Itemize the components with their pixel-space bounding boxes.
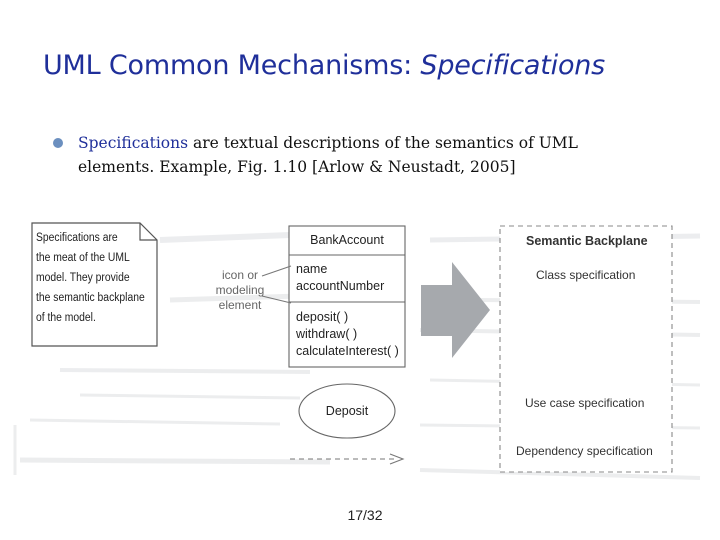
title-italic: Specifications	[420, 50, 606, 81]
icon-label-line: element	[218, 298, 262, 312]
note-line: model. They provide	[36, 272, 130, 284]
note-line: Specifications are	[36, 232, 118, 244]
page-number: 17/32	[347, 507, 383, 523]
semantic-backplane-box	[500, 226, 672, 472]
bullet-highlight: Specifications	[78, 134, 189, 152]
icon-label-line: modeling	[215, 283, 265, 297]
class-operation: deposit( )	[296, 310, 349, 324]
note-line: the semantic backplane	[36, 292, 145, 304]
title-main: UML Common Mechanisms:	[43, 50, 421, 81]
class-attribute: accountNumber	[296, 279, 385, 293]
class-attribute: name	[296, 262, 328, 276]
icon-label	[208, 268, 272, 313]
bullet-rest-line1: are textual descriptions of the semantics of UML	[188, 134, 578, 152]
use-case-label: Deposit	[325, 404, 369, 418]
backplane-item: Use case specification	[525, 396, 645, 410]
note-line: of the model.	[36, 312, 96, 324]
class-operation: withdraw( )	[296, 327, 358, 341]
backplane-title: Semantic Backplane	[526, 234, 648, 248]
icon-label-line: icon or	[221, 268, 259, 282]
backplane-item: Dependency specification	[516, 444, 653, 458]
backplane-item: Class specification	[536, 268, 636, 282]
class-operation: calculateInterest( )	[296, 344, 399, 358]
bullet-line2: elements. Example, Fig. 1.10 [Arlow & Neustadt, 2005]	[78, 158, 516, 176]
class-name: BankAccount	[310, 233, 384, 247]
note-text	[36, 228, 145, 328]
big-arrow	[421, 262, 490, 358]
note-line: the meat of the UML	[36, 252, 130, 264]
